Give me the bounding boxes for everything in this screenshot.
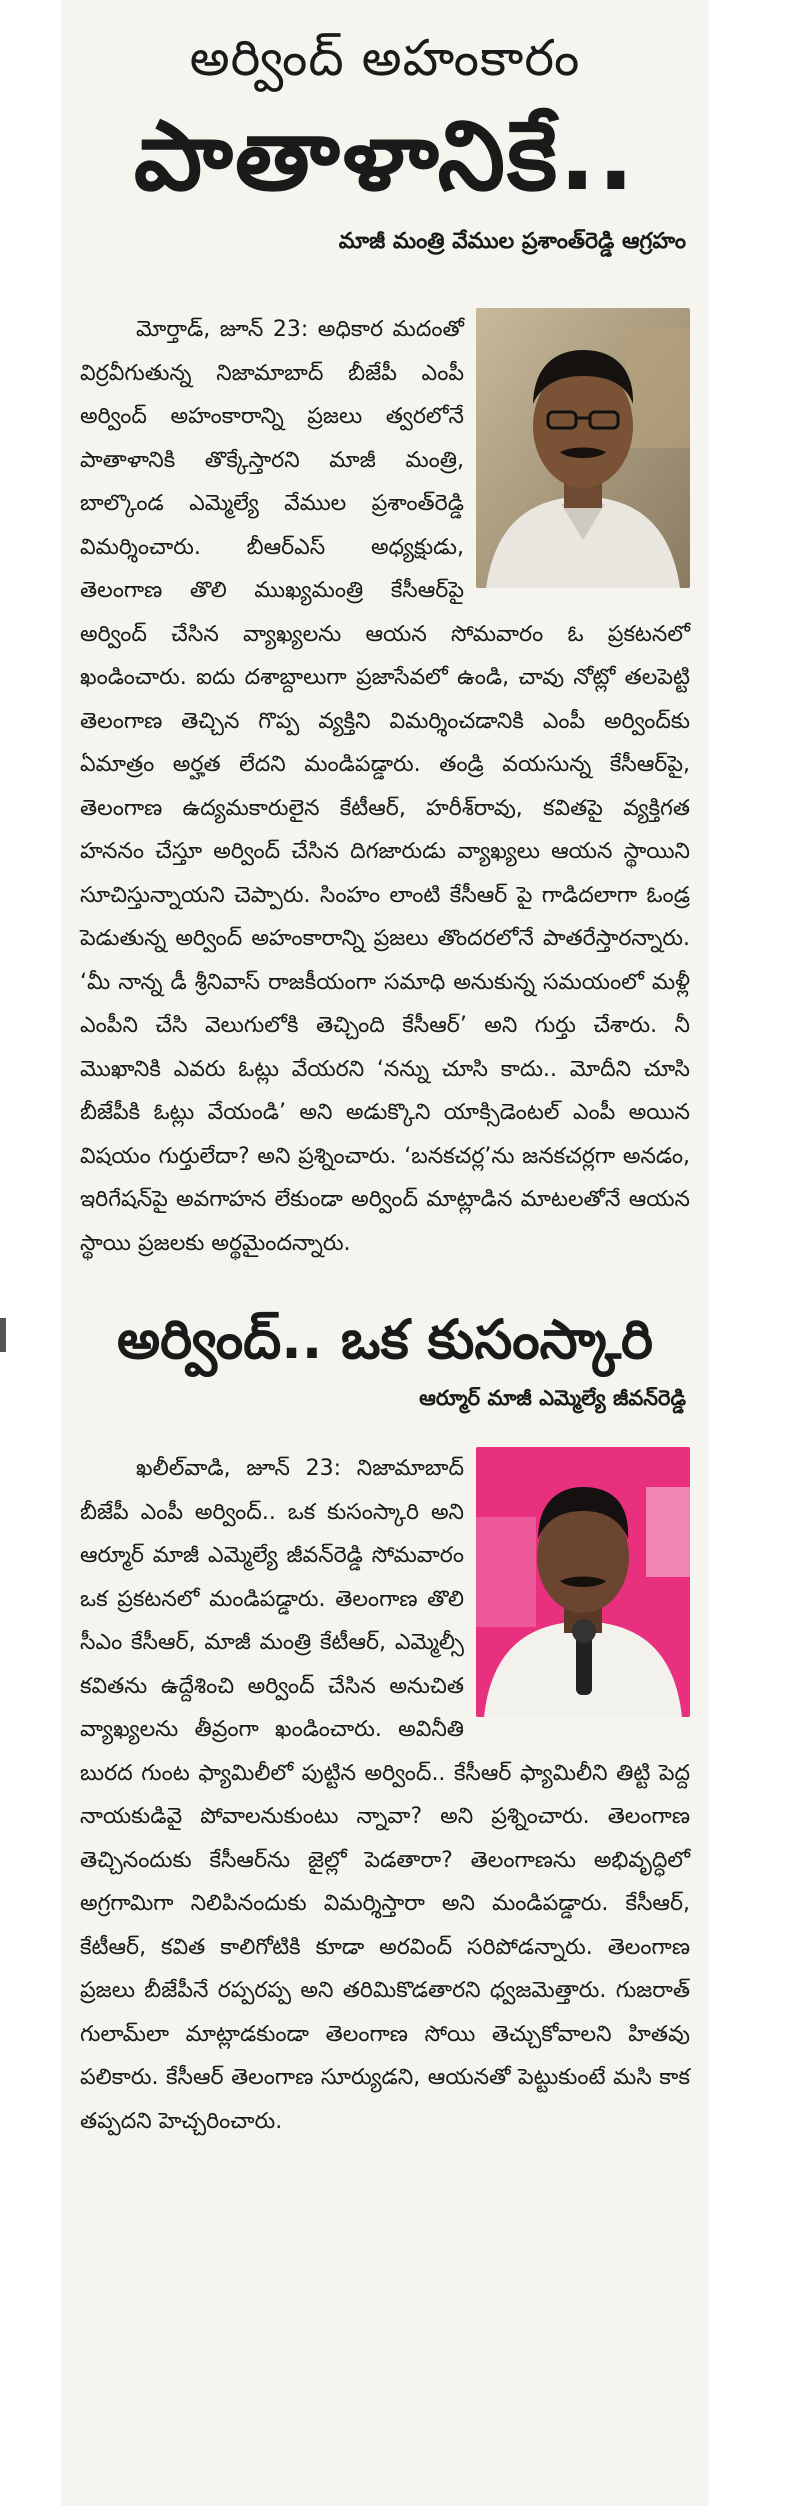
portrait-photo-prashanth-reddy bbox=[476, 308, 690, 588]
article1-story bbox=[80, 308, 690, 1265]
article1-body: మోర్తాడ్, జూన్ 23: అధికార మదంతో విర్రవీగుతున్న నిజామాబాద్ బీజేపీ ఎంపీ అర్వింద్ అహంకారాన్ని ప్రజలు త్వరలోనే పాతాళానికి తొక్కేస్తారని మాజీ మంత్రి, బాల్కొండ ఎమ్మెల్యే వేముల ప్రశాంత్‌రెడ్డి విమర్శించారు. బీఆర్‌ఎస్ అధ్యక్షుడు, తెలంగాణ తొలి ముఖ్యమంత్రి కేసీఆర్‌పై అర్వింద్ చేసిన వ్యాఖ్యలను ఆయన సోమవారం ఓ ప్రకటనలో ఖండించారు. ఐదు దశాబ్దాలుగా ప్రజాసేవలో ఉండి, చావు నోట్లో తలపెట్టి తెలంగాణ తెచ్చిన గొప్ప వ్యక్తిని విమర్శించడానికి ఎంపీ అర్వింద్‌కు ఏమాత్రం అర్హత లేదని మండిపడ్డారు. తండ్రి వయసున్న కేసీఆర్‌పై, తెలంగాణ ఉద్యమకారులైన కేటీఆర్, హరీశ్‌రావు, కవితపై వ్యక్తిగత హననం చేస్తూ అర్వింద్ చేసిన దిగజారుడు వ్యాఖ్యలు ఆయన స్థాయిని సూచిస్తున్నాయని చెప్పారు. సింహం లాంటి కేసీఆర్ పై గాడిదలాగా ఓండ్ర పెడుతున్న అర్వింద్ అహంకారాన్ని ప్రజలు తొందరలోనే పాతరేస్తారన్నారు. ‘మీ నాన్న డీ శ్రీనివాస్ రాజకీయంగా సమాధి అనుకున్న సమయంలో మళ్లీ ఎంపీని చేసి వెలుగులోకి తెచ్చింది కేసీఆర్’ అని గుర్తు చేశారు. నీ మొఖానికి ఎవరు ఓట్లు వేయరని ‘నన్ను చూసి కాదు.. మోదీని చూసి బీజేపీకి ఓట్లు వేయండి’ అని అడుక్కొని యాక్సిడెంటల్ ఎంపీ అయిన విషయం గుర్తులేదా? అని ప్రశ్నించారు. ‘బనకచర్ల’ను జనకచర్లగా అనడం, ఇరిగేషన్‌పై అవగాహన లేకుండా అర్వింద్ మాట్లాడిన మాటలతోనే ఆయన స్థాయి ప్రజలకు అర్థమైందన్నారు. bbox=[80, 317, 690, 1256]
edge-mark bbox=[0, 1318, 6, 1352]
article2-byline: ఆర్మూర్ మాజీ ఎమ్మెల్యే జీవన్‌రెడ్డి bbox=[419, 1386, 686, 1410]
article2-headline: అర్వింద్.. ఒక కుసంస్కారి bbox=[116, 1308, 654, 1371]
portrait-photo-jeevan-reddy bbox=[476, 1447, 690, 1717]
article2-body: ఖలీల్‌వాడి, జూన్ 23: నిజామాబాద్ బీజేపీ ఎంపీ అర్వింద్.. ఒక కుసంస్కారి అని ఆర్మూర్ మాజీ ఎమ్మెల్యే జీవన్‌రెడ్డి సోమవారం ఒక ప్రకటనలో మండిపడ్డారు. తెలంగాణ తొలి సీఎం కేసీఆర్, మాజీ మంత్రి కేటీఆర్, ఎమ్మెల్సీ కవితను ఉద్దేశించి అర్వింద్ చేసిన అనుచిత వ్యాఖ్యలను తీవ్రంగా ఖండించారు. అవినీతి బురద గుంట ఫ్యామిలీలో పుట్టిన అర్వింద్.. కేసీఆర్ ఫ్యామిలీని తిట్టి పెద్ద నాయకుడివై పోవాలనుకుంటు న్నావా? అని ప్రశ్నించారు. తెలంగాణ తెచ్చినందుకు కేసీఆర్‌ను జైల్లో పెడతారా? తెలంగాణను అభివృద్ధిలో అగ్రగామిగా నిలిపినందుకు విమర్శిస్తారా అని మండిపడ్డారు. కేసీఆర్, కేటీఆర్, కవిత కాలిగోటికి కూడా అరవింద్ సరిపోడన్నారు. తెలంగాణ ప్రజలు బీజేపీనే రప్పరప్ప అని తరిమికొడతారని ధ్వజమెత్తారు. గుజరాత్ గులామ్‌లా మాట్లాడకుండా తెలంగాణ సోయి తెచ్చుకోవాలని హితవు పలికారు. కేసీఆర్ తెలంగాణ సూర్యుడని, ఆయనతో పెట్టుకుంటే మసి కాక తప్పదని హెచ్చరించారు. bbox=[80, 1456, 690, 2134]
article1-kicker: అర్వింద్ అహంకారం bbox=[189, 29, 581, 87]
news-clipping bbox=[62, 0, 708, 2506]
article2-story bbox=[80, 1447, 690, 2143]
article1-headline: పాతాళానికే.. bbox=[133, 100, 637, 212]
article1-byline: మాజీ మంత్రి వేముల ప్రశాంత్‌రెడ్డి ఆగ్రహం bbox=[338, 229, 686, 254]
